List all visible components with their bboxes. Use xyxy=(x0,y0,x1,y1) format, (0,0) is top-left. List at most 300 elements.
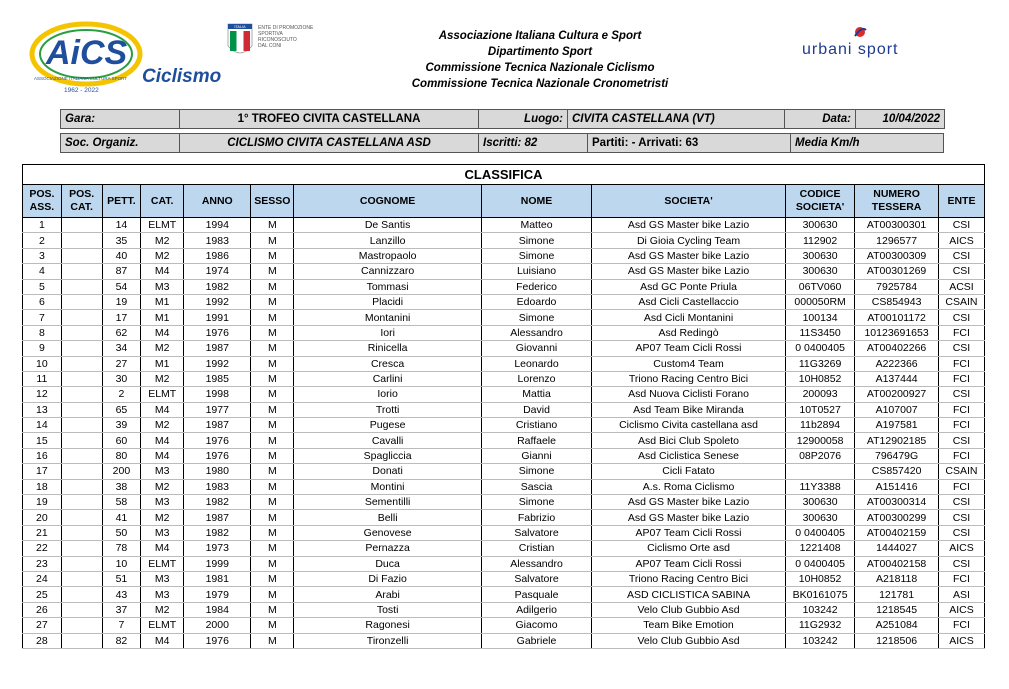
table-cell: AICS xyxy=(938,233,984,248)
table-cell: AT00402158 xyxy=(855,556,939,571)
table-cell: 0 0400405 xyxy=(785,556,854,571)
table-cell: 000050RM xyxy=(785,294,854,309)
column-header xyxy=(938,185,984,218)
aics-logo-sport: Ciclismo xyxy=(142,66,222,87)
table-cell: 2000 xyxy=(184,618,251,633)
table-cell: M2 xyxy=(141,602,184,617)
table-cell xyxy=(61,571,102,586)
table-cell xyxy=(61,294,102,309)
table-cell: 8 xyxy=(23,325,62,340)
table-cell: M xyxy=(251,525,294,540)
table-cell: Asd Ciclistica Senese xyxy=(592,448,786,463)
table-cell: De Santis xyxy=(294,218,482,233)
table-cell: Mattia xyxy=(481,387,591,402)
table-cell: M xyxy=(251,464,294,479)
coni-line-2: SPORTIVA xyxy=(258,31,283,37)
table-cell: 4 xyxy=(23,264,62,279)
table-cell: Di Gioia Cycling Team xyxy=(592,233,786,248)
table-cell xyxy=(61,541,102,556)
table-cell: CSI xyxy=(938,387,984,402)
table-cell: 1218545 xyxy=(855,602,939,617)
table-cell: M4 xyxy=(141,448,184,463)
table-cell: 1977 xyxy=(184,402,251,417)
table-cell: 78 xyxy=(102,541,141,556)
table-cell: 37 xyxy=(102,602,141,617)
table-cell: Asd GS Master bike Lazio xyxy=(592,510,786,525)
table-cell: Cresca xyxy=(294,356,482,371)
table-cell: 103242 xyxy=(785,633,854,648)
table-cell: Luisiano xyxy=(481,264,591,279)
table-cell: M xyxy=(251,218,294,233)
table-cell: 300630 xyxy=(785,218,854,233)
table-cell xyxy=(61,279,102,294)
table-cell: Montanini xyxy=(294,310,482,325)
table-cell: CSAIN xyxy=(938,294,984,309)
table-cell: M xyxy=(251,495,294,510)
table-cell: Cicli Fatato xyxy=(592,464,786,479)
table-row xyxy=(23,294,985,309)
table-cell: AT12902185 xyxy=(855,433,939,448)
soc-label: Soc. Organiz. xyxy=(61,134,180,153)
table-cell: 11 xyxy=(23,371,62,386)
table-cell: Tommasi xyxy=(294,279,482,294)
sponsor-text: urbani sport xyxy=(802,41,899,58)
table-cell: AT00300301 xyxy=(855,218,939,233)
table-cell: Velo Club Gubbio Asd xyxy=(592,633,786,648)
table-cell: 23 xyxy=(23,556,62,571)
table-cell xyxy=(61,495,102,510)
table-cell xyxy=(61,418,102,433)
table-cell: AT00200927 xyxy=(855,387,939,402)
table-cell: 20 xyxy=(23,510,62,525)
org-line-2: Dipartimento Sport xyxy=(487,46,593,58)
table-cell: ELMT xyxy=(141,218,184,233)
table-cell xyxy=(61,402,102,417)
table-cell: 1992 xyxy=(184,356,251,371)
table-cell: ELMT xyxy=(141,556,184,571)
table-cell: M xyxy=(251,433,294,448)
table-row xyxy=(23,556,985,571)
table-cell: 1444027 xyxy=(855,541,939,556)
table-cell: M2 xyxy=(141,371,184,386)
table-cell: 65 xyxy=(102,402,141,417)
table-cell: Genovese xyxy=(294,525,482,540)
table-cell: M xyxy=(251,264,294,279)
table-cell: Asd Nuova Ciclisti Forano xyxy=(592,387,786,402)
table-cell: 30 xyxy=(102,371,141,386)
table-cell: 13 xyxy=(23,402,62,417)
table-cell: 12900058 xyxy=(785,433,854,448)
table-cell: 0 0400405 xyxy=(785,525,854,540)
table-cell: CSI xyxy=(938,525,984,540)
table-cell: M2 xyxy=(141,248,184,263)
table-cell: AT00300309 xyxy=(855,248,939,263)
table-cell: CSI xyxy=(938,433,984,448)
table-row xyxy=(23,218,985,233)
coni-logo xyxy=(226,22,336,62)
table-cell: 10H0852 xyxy=(785,371,854,386)
table-cell: 1981 xyxy=(184,571,251,586)
table-row xyxy=(23,571,985,586)
table-cell: Asd Team Bike Miranda xyxy=(592,402,786,417)
table-cell: 10 xyxy=(23,356,62,371)
table-cell: 300630 xyxy=(785,264,854,279)
soc-value: CICLISMO CIVITA CASTELLANA ASD xyxy=(180,134,479,153)
column-header xyxy=(294,185,482,218)
table-cell: 11G3269 xyxy=(785,356,854,371)
table-row xyxy=(23,418,985,433)
table-cell: Simone xyxy=(481,464,591,479)
table-row xyxy=(23,479,985,494)
table-cell: CSI xyxy=(938,264,984,279)
table-cell: Lorenzo xyxy=(481,371,591,386)
iscritti: Iscritti: 82 xyxy=(479,134,588,153)
table-cell: 1218506 xyxy=(855,633,939,648)
table-cell: M2 xyxy=(141,341,184,356)
column-header-line-1: POS. xyxy=(29,188,55,200)
table-cell: 50 xyxy=(102,525,141,540)
table-row xyxy=(23,510,985,525)
table-cell: 39 xyxy=(102,418,141,433)
table-cell: 41 xyxy=(102,510,141,525)
table-cell: 11Y3388 xyxy=(785,479,854,494)
table-cell: M3 xyxy=(141,279,184,294)
column-header-line-2: CAT. xyxy=(70,201,93,213)
table-cell: Simone xyxy=(481,495,591,510)
table-cell xyxy=(785,464,854,479)
table-cell: CSI xyxy=(938,341,984,356)
coni-flag-label: ITALIA xyxy=(234,25,246,29)
aics-logo-years: 1962 - 2022 xyxy=(64,87,99,94)
table-cell: Leonardo xyxy=(481,356,591,371)
table-cell: Custom4 Team xyxy=(592,356,786,371)
table-cell: Pugese xyxy=(294,418,482,433)
table-cell: 9 xyxy=(23,341,62,356)
org-line-3: Commissione Tecnica Nazionale Ciclismo xyxy=(425,62,655,74)
table-cell: David xyxy=(481,402,591,417)
table-cell: 19 xyxy=(102,294,141,309)
table-cell: 0 0400405 xyxy=(785,341,854,356)
table-cell: 1987 xyxy=(184,341,251,356)
table-cell: M3 xyxy=(141,495,184,510)
table-cell xyxy=(61,341,102,356)
table-cell: 12 xyxy=(23,387,62,402)
table-cell: 7925784 xyxy=(855,279,939,294)
table-row xyxy=(23,433,985,448)
table-cell: Asd Cicli Castellaccio xyxy=(592,294,786,309)
table-cell: M1 xyxy=(141,356,184,371)
table-cell: 82 xyxy=(102,633,141,648)
table-cell: Asd GS Master bike Lazio xyxy=(592,218,786,233)
table-row xyxy=(23,356,985,371)
table-cell: FCI xyxy=(938,402,984,417)
table-cell: 17 xyxy=(23,464,62,479)
table-cell: 40 xyxy=(102,248,141,263)
table-cell: Simone xyxy=(481,310,591,325)
table-cell: Mastropaolo xyxy=(294,248,482,263)
table-cell: Di Fazio xyxy=(294,571,482,586)
column-header xyxy=(855,185,939,218)
table-cell: 11G2932 xyxy=(785,618,854,633)
table-cell: 1987 xyxy=(184,418,251,433)
table-cell: A137444 xyxy=(855,371,939,386)
table-cell: M xyxy=(251,556,294,571)
table-cell: M4 xyxy=(141,264,184,279)
table-cell: 14 xyxy=(23,418,62,433)
table-cell: 100134 xyxy=(785,310,854,325)
table-cell: 1985 xyxy=(184,371,251,386)
table-cell: AT00300314 xyxy=(855,495,939,510)
race-info-row-2 xyxy=(60,133,944,153)
table-cell xyxy=(61,587,102,602)
table-cell: M xyxy=(251,371,294,386)
table-cell: M xyxy=(251,587,294,602)
table-cell: Salvatore xyxy=(481,571,591,586)
table-cell: Simone xyxy=(481,233,591,248)
table-cell: FCI xyxy=(938,618,984,633)
table-cell: 2 xyxy=(102,387,141,402)
table-cell: Edoardo xyxy=(481,294,591,309)
table-cell: Ciclismo Civita castellana asd xyxy=(592,418,786,433)
table-cell: 3 xyxy=(23,248,62,263)
table-cell xyxy=(61,448,102,463)
table-cell: M4 xyxy=(141,433,184,448)
table-cell: CS857420 xyxy=(855,464,939,479)
table-cell: A197581 xyxy=(855,418,939,433)
table-cell: Lanzillo xyxy=(294,233,482,248)
table-cell: 1998 xyxy=(184,387,251,402)
table-cell: 27 xyxy=(102,356,141,371)
table-header-row xyxy=(23,185,985,218)
table-cell: M xyxy=(251,279,294,294)
table-cell: FCI xyxy=(938,325,984,340)
table-cell: FCI xyxy=(938,418,984,433)
table-cell xyxy=(61,325,102,340)
table-cell: M xyxy=(251,618,294,633)
table-cell: 60 xyxy=(102,433,141,448)
table-cell xyxy=(61,525,102,540)
table-cell: FCI xyxy=(938,448,984,463)
table-cell: A218118 xyxy=(855,571,939,586)
column-header-line-1: ANNO xyxy=(201,194,233,207)
table-cell: Trotti xyxy=(294,402,482,417)
table-cell: M xyxy=(251,541,294,556)
table-cell: M2 xyxy=(141,479,184,494)
table-cell: 1986 xyxy=(184,248,251,263)
table-cell: M4 xyxy=(141,633,184,648)
table-cell: 16 xyxy=(23,448,62,463)
table-cell: Sascia xyxy=(481,479,591,494)
table-row xyxy=(23,325,985,340)
table-row xyxy=(23,264,985,279)
table-cell xyxy=(61,387,102,402)
table-cell: M2 xyxy=(141,233,184,248)
table-cell: 103242 xyxy=(785,602,854,617)
table-cell: Carlini xyxy=(294,371,482,386)
column-header-line-1: NOME xyxy=(520,194,553,207)
table-row xyxy=(23,233,985,248)
table-cell: 300630 xyxy=(785,495,854,510)
gara-label: Gara: xyxy=(61,110,180,129)
column-header xyxy=(23,185,62,218)
column-header xyxy=(184,185,251,218)
table-cell: 15 xyxy=(23,433,62,448)
coni-line-4: DAL CONI xyxy=(258,43,282,49)
table-cell: Placidi xyxy=(294,294,482,309)
table-cell xyxy=(61,464,102,479)
column-header-line-1: POS. xyxy=(69,188,95,200)
table-cell: 1984 xyxy=(184,602,251,617)
gara-value: 1° TROFEO CIVITA CASTELLANA xyxy=(180,110,479,129)
table-cell xyxy=(61,602,102,617)
table-cell: M xyxy=(251,341,294,356)
column-header xyxy=(141,185,184,218)
table-cell: M3 xyxy=(141,525,184,540)
table-cell: M xyxy=(251,402,294,417)
table-cell: Giacomo xyxy=(481,618,591,633)
table-cell: CSI xyxy=(938,310,984,325)
table-cell: Ciclismo Orte asd xyxy=(592,541,786,556)
table-cell: Team Bike Emotion xyxy=(592,618,786,633)
table-cell: 24 xyxy=(23,571,62,586)
table-cell: FCI xyxy=(938,479,984,494)
partiti-arrivati: Partiti: - Arrivati: 63 xyxy=(588,134,791,153)
table-cell: 1974 xyxy=(184,264,251,279)
table-cell: M xyxy=(251,248,294,263)
table-row xyxy=(23,341,985,356)
table-cell: Triono Racing Centro Bici xyxy=(592,371,786,386)
table-cell: M xyxy=(251,294,294,309)
classifica-table xyxy=(22,164,985,649)
table-cell: 22 xyxy=(23,541,62,556)
table-cell: 43 xyxy=(102,587,141,602)
organization-header xyxy=(390,28,690,92)
column-header-line-1: SOCIETA' xyxy=(664,194,713,207)
table-cell: Gianni xyxy=(481,448,591,463)
table-cell: AP07 Team Cicli Rossi xyxy=(592,556,786,571)
luogo-value: CIVITA CASTELLANA (VT) xyxy=(568,110,785,129)
data-label: Data: xyxy=(785,110,856,129)
table-cell: 06TV060 xyxy=(785,279,854,294)
table-cell xyxy=(61,233,102,248)
aics-logo-text: AiCS xyxy=(46,34,128,72)
table-cell: 10H0852 xyxy=(785,571,854,586)
race-info-row-1 xyxy=(60,109,945,129)
column-header-line-1: COGNOME xyxy=(359,194,416,207)
table-cell: Ragonesi xyxy=(294,618,482,633)
table-cell: 1296577 xyxy=(855,233,939,248)
table-cell: ACSI xyxy=(938,279,984,294)
table-cell: 2 xyxy=(23,233,62,248)
table-cell: A251084 xyxy=(855,618,939,633)
column-header xyxy=(592,185,786,218)
table-cell: 87 xyxy=(102,264,141,279)
coni-line-1: ENTE DI PROMOZIONE xyxy=(258,25,314,31)
column-header-line-2: SOCIETA' xyxy=(795,201,845,213)
table-cell: M xyxy=(251,571,294,586)
table-cell: Rinicella xyxy=(294,341,482,356)
table-cell: 10T0527 xyxy=(785,402,854,417)
table-cell: Sementilli xyxy=(294,495,482,510)
table-cell xyxy=(61,618,102,633)
table-cell: A222366 xyxy=(855,356,939,371)
table-cell: 35 xyxy=(102,233,141,248)
table-cell xyxy=(61,264,102,279)
table-row xyxy=(23,618,985,633)
table-cell: ASI xyxy=(938,587,984,602)
table-row xyxy=(23,371,985,386)
table-cell: Cristian xyxy=(481,541,591,556)
table-cell: 7 xyxy=(23,310,62,325)
table-cell: 1 xyxy=(23,218,62,233)
table-cell: 11b2894 xyxy=(785,418,854,433)
table-cell: 200 xyxy=(102,464,141,479)
table-cell: CS854943 xyxy=(855,294,939,309)
table-cell: M3 xyxy=(141,571,184,586)
table-row xyxy=(23,310,985,325)
table-cell: Iorio xyxy=(294,387,482,402)
table-cell: A151416 xyxy=(855,479,939,494)
table-cell: Asd GS Master bike Lazio xyxy=(592,495,786,510)
table-cell: CSI xyxy=(938,556,984,571)
table-cell: Velo Club Gubbio Asd xyxy=(592,602,786,617)
table-cell xyxy=(61,356,102,371)
table-cell: 112902 xyxy=(785,233,854,248)
table-cell: 1979 xyxy=(184,587,251,602)
table-cell: M2 xyxy=(141,510,184,525)
table-cell: Donati xyxy=(294,464,482,479)
table-cell: Asd GC Ponte Priula xyxy=(592,279,786,294)
table-cell: M4 xyxy=(141,402,184,417)
table-cell xyxy=(61,218,102,233)
table-cell: 51 xyxy=(102,571,141,586)
table-cell: Giovanni xyxy=(481,341,591,356)
table-cell: M xyxy=(251,448,294,463)
table-cell: Montini xyxy=(294,479,482,494)
table-cell xyxy=(61,510,102,525)
table-cell: Asd Redingò xyxy=(592,325,786,340)
table-cell: 1982 xyxy=(184,525,251,540)
table-cell: 1983 xyxy=(184,479,251,494)
table-caption: CLASSIFICA xyxy=(23,165,985,185)
table-row xyxy=(23,248,985,263)
table-cell: Alessandro xyxy=(481,325,591,340)
table-cell: 34 xyxy=(102,341,141,356)
table-row xyxy=(23,387,985,402)
table-cell: 1221408 xyxy=(785,541,854,556)
urbani-sport-logo xyxy=(800,24,925,64)
data-value: 10/04/2022 xyxy=(856,110,945,129)
table-cell: Triono Racing Centro Bici xyxy=(592,571,786,586)
table-cell: CSI xyxy=(938,248,984,263)
table-row xyxy=(23,602,985,617)
column-header-line-1: NUMERO xyxy=(873,188,920,200)
table-cell: Federico xyxy=(481,279,591,294)
table-cell: Adilgerio xyxy=(481,602,591,617)
table-cell: Gabriele xyxy=(481,633,591,648)
table-cell: 7 xyxy=(102,618,141,633)
table-cell: M3 xyxy=(141,587,184,602)
table-cell: 1982 xyxy=(184,495,251,510)
table-cell: M4 xyxy=(141,325,184,340)
table-cell: 10123691653 xyxy=(855,325,939,340)
table-cell: CSI xyxy=(938,218,984,233)
table-cell: 21 xyxy=(23,525,62,540)
table-cell: 1991 xyxy=(184,310,251,325)
table-cell: CSAIN xyxy=(938,464,984,479)
table-row xyxy=(23,633,985,648)
table-cell xyxy=(61,248,102,263)
